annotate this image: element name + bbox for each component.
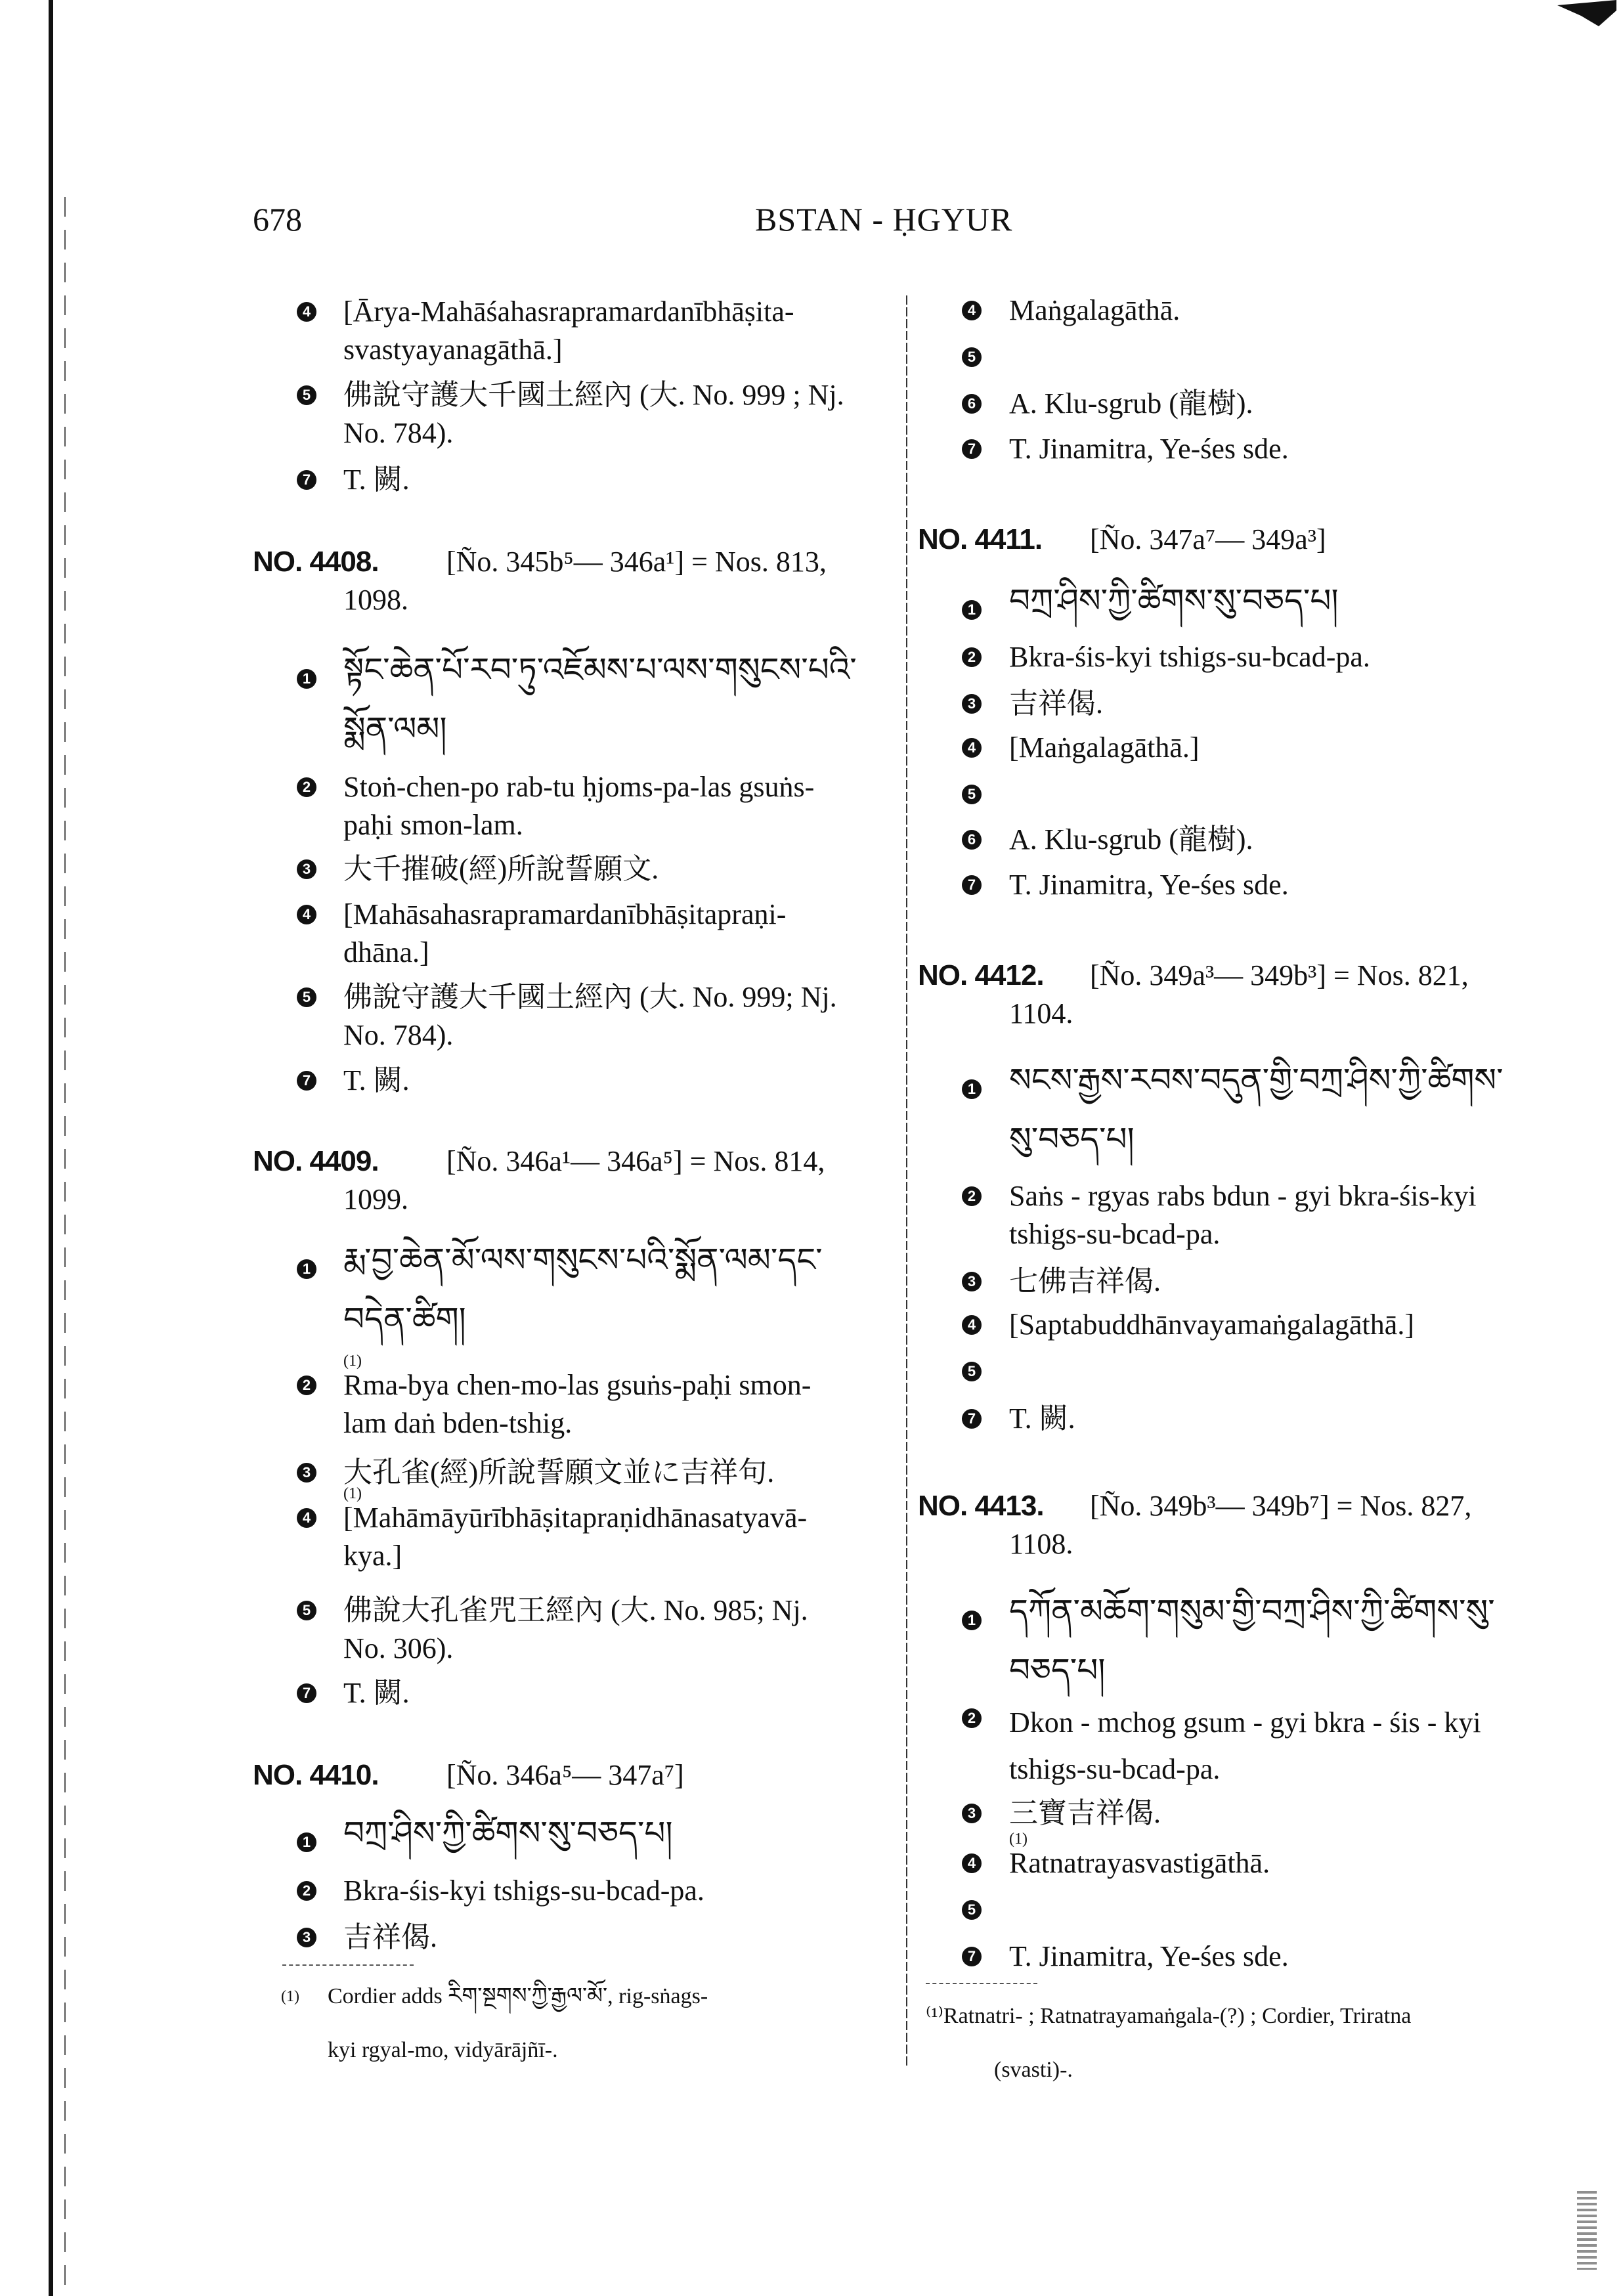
- field-line: No. 306).: [343, 1632, 454, 1664]
- scan-margin-edge: [49, 0, 53, 2296]
- field-line: kya.]: [343, 1540, 402, 1572]
- field-line: 七佛吉祥偈.: [1009, 1265, 1161, 1297]
- entry-number: NO. 4410.: [253, 1759, 379, 1791]
- field-marker-4-icon: 4: [962, 301, 982, 320]
- scan-margin-dots: [64, 197, 66, 2296]
- field-line: tshigs-su-bcad-pa.: [1009, 1753, 1221, 1785]
- scan-corner-mark: [1557, 0, 1616, 26]
- entry-reference: [Ño. 349a³— 349b³] = Nos. 821,: [1090, 959, 1469, 991]
- field-line: བཅད་པ།: [1009, 1651, 1106, 1689]
- field-line: Rma-bya chen-mo-las gsuṅs-paḥi smon-: [343, 1369, 812, 1401]
- field-marker-1-icon: 1: [297, 1832, 316, 1852]
- field-marker-7-icon: 7: [962, 1947, 982, 1966]
- field-marker-2-icon: 2: [962, 1186, 982, 1206]
- footnote-line: Cordier adds རིག་སྔགས་ཀྱི་རྒྱལ་མོ་, rig-sṅags-: [328, 1984, 708, 2008]
- field-marker-1-icon: 1: [297, 1259, 316, 1279]
- field-marker-1-icon: 1: [962, 600, 982, 620]
- field-marker-4-icon: 4: [297, 905, 316, 924]
- field-marker-4-icon: 4: [297, 302, 316, 322]
- footnote-line: (svasti)-.: [994, 2058, 1073, 2082]
- field-marker-2-icon: 2: [297, 1375, 316, 1395]
- field-marker-5-icon: 5: [962, 347, 982, 367]
- field-line: བདེན་ཚིག།: [343, 1300, 466, 1338]
- field-line: 佛說守護大千國土經內 (大. No. 999 ; Nj.: [343, 379, 844, 411]
- field-marker-7-icon: 7: [297, 1071, 316, 1091]
- field-line: 三寶吉祥偈.: [1009, 1797, 1161, 1829]
- field-line: paḥi smon-lam.: [343, 809, 523, 841]
- field-line: T. 闕.: [1009, 1402, 1075, 1435]
- scan-corner-mark: [1577, 2191, 1597, 2270]
- field-line: A. Klu-sgrub (龍樹).: [1009, 823, 1253, 856]
- entry-reference: 1098.: [343, 584, 408, 616]
- field-line: Maṅgalagāthā.: [1009, 294, 1180, 326]
- entry-heading: [918, 957, 1469, 1029]
- field-line: རྨ་བྱ་ཆེན་མོ་ལས་གསུངས་པའི་སྨོན་ལམ་དང་: [343, 1241, 823, 1279]
- field-marker-1-icon: 1: [297, 669, 316, 689]
- footnote-rule-left: [282, 1964, 414, 1966]
- field-marker-5-icon: 5: [962, 1362, 982, 1381]
- field-marker-7-icon: 7: [962, 439, 982, 459]
- field-line: Dkon - mchog gsum - gyi bkra - śis - kyi: [1009, 1706, 1481, 1739]
- field-marker-3-icon: 3: [297, 1463, 316, 1483]
- field-marker-6-icon: 6: [962, 830, 982, 850]
- field-marker-5-icon: 5: [962, 785, 982, 804]
- field-line: བཀྲ་ཤིས་ཀྱི་ཚིགས་སུ་བཅད་པ།: [1009, 582, 1339, 620]
- field-line: T. Jinamitra, Ye-śes sde.: [1009, 1940, 1289, 1972]
- field-line: སྟོང་ཆེན་པོ་རབ་ཏུ་འཇོམས་པ་ལས་གསུངས་པའི་: [343, 651, 857, 689]
- footnote-rule-right: [926, 1983, 1037, 1984]
- entry-number: NO. 4408.: [253, 546, 379, 578]
- entry-reference: [Ño. 346a¹— 346a⁵] = Nos. 814,: [446, 1145, 825, 1177]
- field-line: No. 784).: [343, 1019, 454, 1051]
- field-marker-3-icon: 3: [962, 694, 982, 714]
- entry-heading: [253, 1142, 825, 1215]
- field-marker-2-icon: 2: [297, 1881, 316, 1901]
- entry-number: NO. 4412.: [918, 959, 1044, 991]
- field-marker-7-icon: 7: [297, 1683, 316, 1703]
- field-line: Bkra-śis-kyi tshigs-su-bcad-pa.: [343, 1874, 704, 1907]
- field-marker-2-icon: 2: [962, 1708, 982, 1728]
- field-marker-5-icon: 5: [962, 1900, 982, 1920]
- footnote-ref: (1): [343, 1485, 362, 1502]
- entry-reference: 1099.: [343, 1183, 408, 1215]
- field-line: No. 784).: [343, 417, 454, 449]
- field-line: སྨོན་ལམ།: [343, 710, 447, 748]
- field-marker-4-icon: 4: [297, 1508, 316, 1528]
- entry-reference: [Ño. 345b⁵— 346a¹] = Nos. 813,: [446, 546, 827, 578]
- field-marker-4-icon: 4: [962, 1315, 982, 1335]
- field-line: སངས་རྒྱས་རབས་བདུན་གྱི་བཀྲ་ཤིས་ཀྱི་ཚིགས་: [1009, 1061, 1504, 1099]
- field-line: 佛說大孔雀咒王經內 (大. No. 985; Nj.: [343, 1594, 808, 1626]
- field-line: [Maṅgalagāthā.]: [1009, 731, 1200, 764]
- field-line: lam daṅ bden-tshig.: [343, 1407, 573, 1439]
- entry-heading: [253, 543, 827, 616]
- field-line: T. Jinamitra, Ye-śes sde.: [1009, 433, 1289, 465]
- page-number: 678: [253, 201, 302, 238]
- entry-reference: 1108.: [1009, 1528, 1073, 1560]
- field-line: A. Klu-sgrub (龍樹).: [1009, 387, 1253, 420]
- field-line: dhāna.]: [343, 936, 429, 968]
- field-marker-1-icon: 1: [962, 1079, 982, 1099]
- field-line: 吉祥偈.: [343, 1921, 437, 1953]
- entry-number: NO. 4413.: [918, 1490, 1044, 1522]
- field-marker-3-icon: 3: [297, 1928, 316, 1947]
- field-marker-4-icon: 4: [962, 1853, 982, 1873]
- field-marker-5-icon: 5: [297, 1601, 316, 1620]
- field-marker-7-icon: 7: [297, 470, 316, 490]
- field-line: T. Jinamitra, Ye-śes sde.: [1009, 869, 1289, 901]
- field-marker-3-icon: 3: [962, 1272, 982, 1291]
- entry-reference: [Ño. 346a⁵— 347a⁷]: [446, 1759, 684, 1791]
- entry-heading: [253, 1756, 684, 1794]
- field-line: [Mahāmāyūrībhāṣitapraṇidhānasatyavā-: [343, 1502, 808, 1534]
- entry-number: NO. 4411.: [918, 523, 1043, 555]
- field-line: Saṅs - rgyas rabs bdun - gyi bkra-śis-kyi: [1009, 1180, 1477, 1212]
- field-line: སུ་བཅད་པ།: [1009, 1120, 1135, 1158]
- footnote-line: kyi rgyal-mo, vidyārājñī-.: [328, 2038, 558, 2062]
- column-divider: [906, 295, 907, 2068]
- field-line: Stoṅ-chen-po rab-tu ḥjoms-pa-las gsuṅs-: [343, 771, 815, 803]
- field-marker-5-icon: 5: [297, 987, 316, 1007]
- field-line: T. 闕.: [343, 1677, 410, 1709]
- entry-heading: [918, 521, 1326, 559]
- field-line: བཀྲ་ཤིས་ཀྱི་ཚིགས་སུ་བཅད་པ།: [343, 1814, 673, 1852]
- field-line: དཀོན་མཆོག་གསུམ་གྱི་བཀྲ་ཤིས་ཀྱི་ཚིགས་སུ་: [1009, 1592, 1495, 1630]
- field-marker-7-icon: 7: [962, 1409, 982, 1429]
- footnote-line: ⁽¹⁾Ratnatri- ; Ratnatrayamaṅgala-(?) ; Cordier, Triratna: [926, 2004, 1412, 2028]
- field-marker-4-icon: 4: [962, 738, 982, 758]
- field-marker-1-icon: 1: [962, 1611, 982, 1630]
- field-marker-3-icon: 3: [297, 859, 316, 879]
- running-title: BSTAN - ḤGYUR: [755, 201, 1013, 238]
- field-marker-2-icon: 2: [962, 647, 982, 667]
- field-line: [Mahāsahasrapramardanībhāṣitapraṇi-: [343, 898, 787, 930]
- field-marker-7-icon: 7: [962, 875, 982, 895]
- field-line: T. 闕.: [343, 464, 410, 496]
- entry-reference: [Ño. 349b³— 349b⁷] = Nos. 827,: [1090, 1490, 1472, 1522]
- footnote-ref: (1): [1009, 1830, 1028, 1848]
- footnote-mark: (1): [281, 1988, 299, 2005]
- field-line: T. 闕.: [343, 1064, 410, 1096]
- field-line: svastyayanagāthā.]: [343, 334, 563, 366]
- field-line: [Saptabuddhānvayamaṅgalagāthā.]: [1009, 1309, 1414, 1341]
- field-line: [Ārya-Mahāśahasrapramardanībhāṣita-: [343, 295, 794, 328]
- entry-number: NO. 4409.: [253, 1145, 379, 1177]
- field-line: Ratnatrayasvastigāthā.: [1009, 1847, 1270, 1879]
- field-line: tshigs-su-bcad-pa.: [1009, 1218, 1221, 1250]
- entry-reference: 1104.: [1009, 997, 1073, 1029]
- entry-reference: [Ño. 347a⁷— 349a³]: [1090, 523, 1326, 555]
- field-marker-3-icon: 3: [962, 1804, 982, 1823]
- footnote-ref: (1): [343, 1353, 362, 1370]
- field-line: 佛說守護大千國土經內 (大. No. 999; Nj.: [343, 981, 837, 1013]
- field-marker-5-icon: 5: [297, 385, 316, 405]
- field-marker-6-icon: 6: [962, 394, 982, 414]
- entry-heading: [918, 1487, 1472, 1560]
- field-line: 大孔雀(經)所說誓願文並に吉祥句.: [343, 1456, 775, 1488]
- field-line: 大千摧破(經)所說誓願文.: [343, 853, 659, 885]
- field-line: 吉祥偈.: [1009, 687, 1103, 720]
- field-line: Bkra-śis-kyi tshigs-su-bcad-pa.: [1009, 641, 1370, 673]
- field-marker-2-icon: 2: [297, 777, 316, 797]
